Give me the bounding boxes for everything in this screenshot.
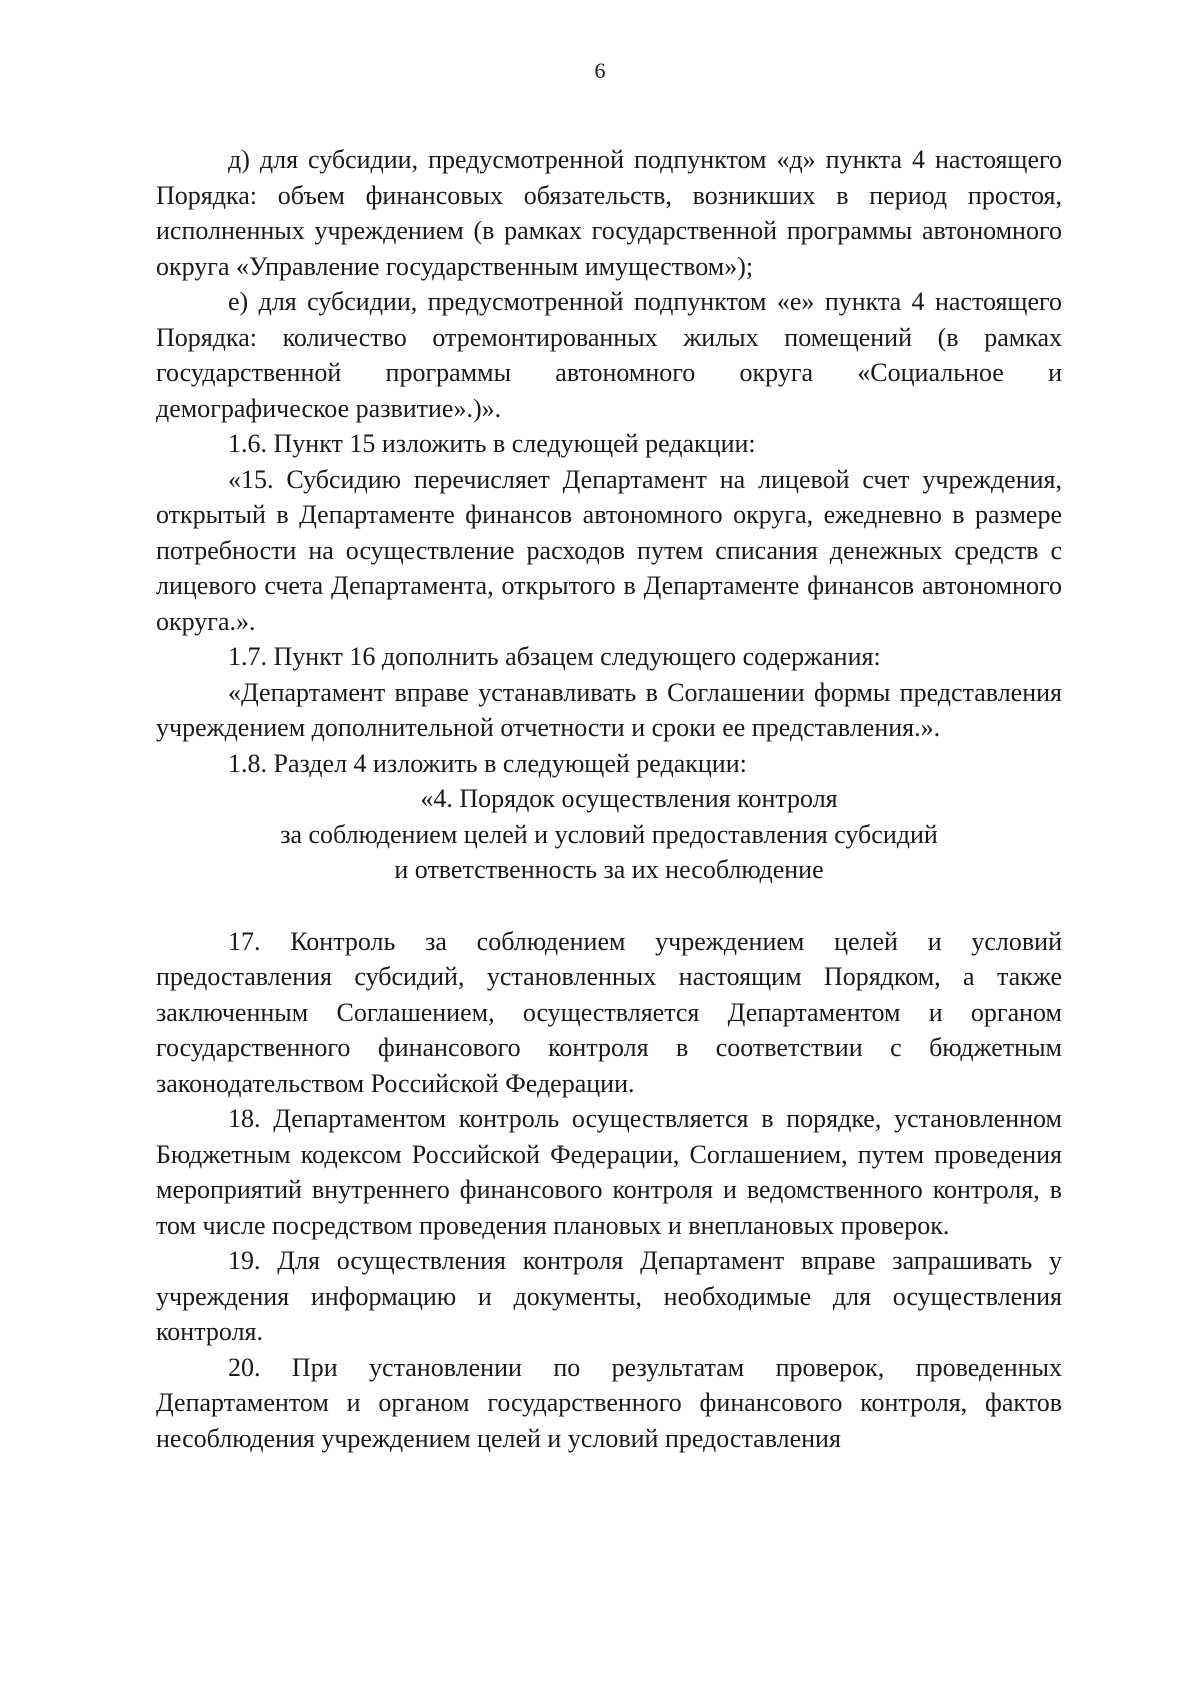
- paragraph-1-7: 1.7. Пункт 16 дополнить абзацем следующего содержания:: [228, 642, 881, 671]
- paragraph-20: 20. При установлении по результатам проверок, проведенных Департаментом и органом государственного финансового контроля, фактов несоблюдения учреждением целей и условий предоставления: [156, 1352, 1062, 1453]
- section-heading-line-3: и ответственность за их несоблюдение: [394, 855, 824, 884]
- document-body: [156, 142, 1062, 1456]
- page-number: 6: [594, 58, 606, 83]
- paragraph-d: д) для субсидии, предусмотренной подпунктом «д» пункта 4 настоящего Порядка: объем финансовых обязательств, возникших в период простоя, исполненных учреждением (в рамках государственной программы автономного округа «Управление государственным имуществом»);: [156, 145, 1062, 281]
- paragraph-1-6: 1.6. Пункт 15 изложить в следующей редакции:: [228, 429, 756, 458]
- paragraph-1-8: 1.8. Раздел 4 изложить в следующей редакции:: [228, 748, 747, 778]
- section-heading-line-1: «4. Порядок осуществления контроля: [420, 784, 838, 813]
- paragraph-17: 17. Контроль за соблюдением учреждением целей и условий предоставления субсидий, установленных настоящим Порядком, а также заключенным Соглашением, осуществляется Департаментом и органом государственного финансового контроля в соответствии с бюджетным законодательством Российской Федерации.: [156, 926, 1062, 1098]
- paragraph-18: 18. Департаментом контроль осуществляется в порядке, установленном Бюджетным кодексом Российской Федерации, Соглашением, путем проведения мероприятий внутреннего финансового контроля и ведомственного контроля, в том числе посредством проведения плановых и внеплановых проверок.: [156, 1104, 1062, 1240]
- paragraph-department-right: «Департамент вправе устанавливать в Соглашении формы представления учреждением дополнительной отчетности и сроки ее представления.».: [156, 677, 1062, 742]
- paragraph-19: 19. Для осуществления контроля Департамент вправе запрашивать у учреждения информацию и документы, необходимые для осуществления контроля.: [156, 1246, 1062, 1346]
- paragraph-e: е) для субсидии, предусмотренной подпунктом «е» пункта 4 настоящего Порядка: количество отремонтированных жилых помещений (в рамках государственной программы автономного округа «Социальное и демографическое развитие».)».: [156, 287, 1062, 423]
- section-heading-line-2: за соблюдением целей и условий предоставления субсидий: [280, 819, 938, 849]
- spacer: [156, 888, 1062, 924]
- paragraph-15: «15. Субсидию перечисляет Департамент на лицевой счет учреждения, открытый в Департаменте финансов автономного округа, ежедневно в размере потребности на осуществление расходов путем списания денежных средств с лицевого счета Департамента, открытого в Департаменте финансов автономного округа.».: [156, 464, 1062, 636]
